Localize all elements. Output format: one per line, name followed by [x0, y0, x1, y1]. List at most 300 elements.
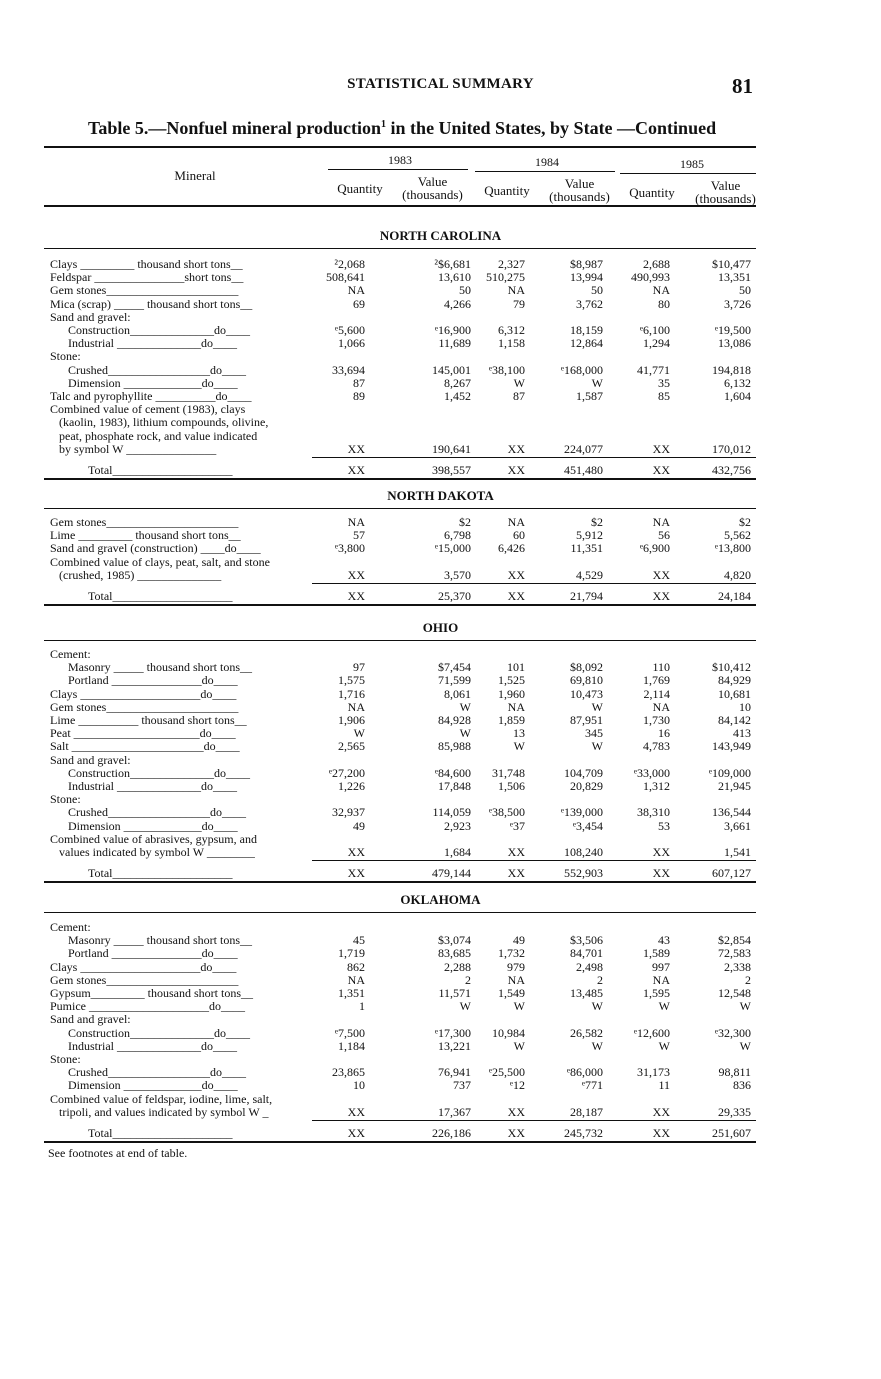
- cell-value: W: [459, 699, 471, 714]
- year-1985-rule: [620, 173, 756, 174]
- cell-value: 136,544: [712, 805, 751, 820]
- cell-value: 23,865: [332, 1065, 365, 1080]
- mineral-column-header: Mineral: [174, 168, 216, 183]
- table-row: [0, 363, 881, 377]
- value-header-1983-l2: (thousands): [402, 187, 463, 202]
- row-label: Construction______________do____: [68, 1025, 250, 1040]
- row-label: Clays _________ thousand short tons__: [50, 257, 243, 271]
- cell-value: XX: [652, 567, 670, 582]
- cell-value: 108,240: [564, 845, 603, 859]
- cell-value: ᵉ6,900: [639, 541, 670, 556]
- section-title: OHIO: [422, 620, 459, 635]
- cell-value: NA: [652, 515, 670, 529]
- table-row: [0, 805, 881, 819]
- cell-value: NA: [347, 972, 365, 987]
- cell-value: 5,562: [724, 528, 751, 543]
- cell-value: 41,771: [637, 362, 670, 377]
- cell-value: ᵉ12,600: [633, 1025, 670, 1040]
- value-header-1984-l2: (thousands): [549, 189, 610, 204]
- cell-value: 13,351: [718, 270, 751, 285]
- row-label: Crushed_________________do____: [68, 362, 246, 377]
- cell-value: W: [591, 1038, 603, 1053]
- cell-value: 2,688: [643, 257, 670, 271]
- cell-value: 26,582: [570, 1025, 603, 1040]
- table-row: [0, 946, 881, 960]
- table-row: [0, 766, 881, 780]
- table-caption: [88, 118, 716, 139]
- cell-value: 4,783: [643, 739, 670, 754]
- cell-value: 50: [739, 283, 751, 298]
- cell-value: ᵉ25,500: [488, 1065, 525, 1080]
- cell-value: W: [353, 726, 365, 741]
- cell-value: 13,994: [570, 270, 603, 285]
- cell-value: ᵉ109,000: [708, 765, 751, 780]
- table-row: [0, 310, 881, 324]
- cell-value: 84,701: [570, 946, 603, 961]
- table-row: [0, 541, 881, 555]
- cell-value: 84,928: [438, 713, 471, 727]
- cell-value: 20,829: [570, 779, 603, 793]
- cell-value: 101: [507, 660, 525, 675]
- table-row: [0, 1012, 881, 1026]
- cell-value: 43: [658, 933, 670, 948]
- cell-value: XX: [507, 1104, 525, 1119]
- row-label: Masonry _____ thousand short tons__: [68, 660, 252, 675]
- cell-value: $10,412: [712, 660, 751, 675]
- cell-value: ᵉ7,500: [334, 1025, 365, 1040]
- row-label: Combined value of clays, peat, salt, and stone: [50, 554, 270, 569]
- row-label: Gem stones______________________: [50, 515, 239, 529]
- row-label: Masonry _____ thousand short tons__: [68, 933, 252, 948]
- row-label: Cement:: [50, 647, 91, 661]
- table-row: [0, 739, 881, 753]
- cell-value: 31,748: [492, 765, 525, 780]
- value-header-1985-l1: Value: [710, 178, 741, 193]
- table-row: [0, 999, 881, 1013]
- cell-value: W: [591, 999, 603, 1014]
- table-row: [0, 349, 881, 363]
- total-rule: [312, 583, 756, 584]
- cell-value: XX: [347, 567, 365, 582]
- cell-value: 3,570: [444, 567, 471, 582]
- cell-value: $2,854: [718, 933, 751, 948]
- row-label: Combined value of abrasives, gypsum, and: [50, 831, 257, 846]
- row-label: Dimension _____________do____: [68, 375, 238, 390]
- table-row: [0, 753, 881, 767]
- cell-value: 251,607: [712, 1126, 751, 1140]
- cell-value: 25,370: [438, 589, 471, 603]
- cell-value: 143,949: [712, 739, 751, 754]
- cell-value: XX: [652, 866, 670, 881]
- cell-value: 21,945: [718, 779, 751, 793]
- section-bottom-rule: [44, 1141, 756, 1143]
- cell-value: 1,541: [724, 845, 751, 859]
- row-label: Combined value of cement (1983), clays: [50, 402, 246, 417]
- table-top-rule: [44, 146, 756, 148]
- cell-value: 10,681: [718, 686, 751, 701]
- table-row: [0, 933, 881, 947]
- cell-value: 87,951: [570, 713, 603, 727]
- cell-value: W: [739, 1038, 751, 1053]
- cell-value: 1,549: [498, 986, 525, 1000]
- cell-value: 45: [353, 933, 365, 948]
- cell-value: 57: [353, 528, 365, 543]
- table-row: [0, 687, 881, 701]
- year-1984-rule: [475, 171, 615, 172]
- cell-value: W: [513, 739, 525, 754]
- cell-value: 10: [739, 699, 751, 714]
- row-label: Clays ____________________do____: [50, 959, 237, 974]
- table-row: [0, 402, 881, 416]
- table-row: [0, 270, 881, 284]
- cell-value: 6,426: [498, 541, 525, 556]
- row-label: Portland _______________do____: [68, 673, 238, 688]
- quantity-header-1984: Quantity: [484, 183, 530, 198]
- row-label: Industrial ______________do____: [68, 779, 237, 793]
- table-row: [0, 673, 881, 687]
- cell-value: 11,571: [438, 986, 471, 1000]
- cell-value: 170,012: [712, 441, 751, 456]
- cell-value: 1,595: [643, 986, 670, 1000]
- table-row: [0, 1026, 881, 1040]
- cell-value: 479,144: [432, 866, 471, 881]
- cell-value: 508,641: [326, 270, 365, 285]
- cell-value: 3,726: [724, 296, 751, 311]
- row-label: Pumice ____________________do____: [50, 999, 245, 1014]
- cell-value: 245,732: [564, 1126, 603, 1140]
- cell-value: 18,159: [570, 323, 603, 337]
- value-header-1983-l1: Value: [417, 174, 448, 189]
- row-label: Feldspar _______________short tons__: [50, 270, 244, 285]
- cell-value: 35: [658, 375, 670, 390]
- section-rule: [44, 640, 756, 641]
- cell-value: 8,267: [444, 375, 471, 390]
- section-title: NORTH DAKOTA: [387, 488, 494, 503]
- cell-value: 16: [658, 726, 670, 741]
- cell-value: 87: [353, 375, 365, 390]
- cell-value: 17,848: [438, 779, 471, 793]
- table-row: [0, 832, 881, 846]
- cell-value: XX: [347, 1104, 365, 1119]
- cell-value: 49: [513, 933, 525, 948]
- cell-value: 1,906: [338, 713, 365, 727]
- total-rule: [312, 860, 756, 861]
- quantity-header-1983: Quantity: [337, 181, 383, 196]
- row-label: Sand and gravel (construction) ____do____: [50, 541, 261, 556]
- table-row: [0, 555, 881, 569]
- cell-value: 862: [347, 959, 365, 974]
- cell-value: 1,730: [643, 713, 670, 727]
- cell-value: 510,275: [486, 270, 525, 285]
- cell-value: ᵉ84,600: [434, 765, 471, 780]
- row-label: Combined value of feldspar, iodine, lime, salt,: [50, 1091, 273, 1106]
- page-number: 81: [732, 74, 753, 98]
- row-label: Dimension _____________do____: [68, 1078, 238, 1093]
- cell-value: $2: [739, 515, 751, 529]
- cell-value: 4,266: [444, 296, 471, 311]
- table-row: [0, 1065, 881, 1079]
- row-label: Construction______________do____: [68, 765, 250, 780]
- cell-value: ᵉ38,100: [488, 362, 525, 377]
- cell-value: 432,756: [712, 463, 751, 477]
- row-label: Crushed_________________do____: [68, 805, 246, 820]
- row-label: Dimension _____________do____: [68, 818, 238, 833]
- table-row: [0, 283, 881, 297]
- cell-value: 79: [513, 296, 525, 311]
- row-label: (crushed, 1985) ______________: [59, 567, 222, 582]
- table-row: [0, 323, 881, 337]
- row-label: Total____________________: [88, 1126, 233, 1140]
- cell-value: 2: [745, 972, 751, 987]
- cell-value: 29,335: [718, 1104, 751, 1119]
- cell-value: ᵉ16,900: [434, 323, 471, 337]
- cell-value: 2,498: [576, 959, 603, 974]
- cell-value: W: [459, 999, 471, 1014]
- cell-value: 110: [652, 660, 670, 675]
- cell-value: 11: [658, 1078, 670, 1093]
- row-label: Total____________________: [88, 866, 233, 881]
- cell-value: XX: [347, 589, 365, 603]
- cell-value: 1,158: [498, 336, 525, 351]
- value-header-1984-l1: Value: [564, 176, 595, 191]
- cell-value: 2,923: [444, 818, 471, 833]
- value-header-1983: [395, 175, 470, 201]
- cell-value: 4,820: [724, 567, 751, 582]
- cell-value: $8,987: [570, 257, 603, 271]
- cell-value: 345: [585, 726, 603, 741]
- cell-value: XX: [347, 1126, 365, 1140]
- cell-value: XX: [652, 441, 670, 456]
- quantity-header-1985: Quantity: [629, 185, 675, 200]
- cell-value: XX: [507, 1126, 525, 1140]
- table-row: [0, 920, 881, 934]
- cell-value: 10: [353, 1078, 365, 1093]
- section-rule: [44, 248, 756, 249]
- year-1983-header: 1983: [388, 153, 412, 167]
- row-label: (kaolin, 1983), lithium compounds, olivine,: [59, 415, 269, 430]
- cell-value: 1,312: [643, 779, 670, 793]
- table-row: [0, 515, 881, 529]
- cell-value: 38,310: [637, 805, 670, 820]
- cell-value: 87: [513, 389, 525, 403]
- row-label: Industrial ______________do____: [68, 1038, 237, 1053]
- cell-value: 50: [459, 283, 471, 298]
- cell-value: 71,599: [438, 673, 471, 688]
- cell-value: 3,762: [576, 296, 603, 311]
- section-bottom-rule: [44, 478, 756, 480]
- cell-value: 1,506: [498, 779, 525, 793]
- cell-value: XX: [652, 845, 670, 859]
- table-row: [0, 376, 881, 390]
- running-title: STATISTICAL SUMMARY: [347, 76, 534, 92]
- cell-value: ᵉ168,000: [560, 362, 603, 377]
- table-row: [0, 1052, 881, 1066]
- cell-value: 451,480: [564, 463, 603, 477]
- table-row: [0, 986, 881, 1000]
- cell-value: W: [513, 999, 525, 1014]
- row-label: Peat _____________________do____: [50, 726, 236, 741]
- cell-value: 190,641: [432, 441, 471, 456]
- cell-value: 17,367: [438, 1104, 471, 1119]
- table-row: [0, 660, 881, 674]
- cell-value: W: [513, 375, 525, 390]
- year-1984-header: 1984: [535, 155, 559, 169]
- cell-value: NA: [507, 283, 525, 298]
- cell-value: $8,092: [570, 660, 603, 675]
- table-row: [0, 336, 881, 350]
- cell-value: 10,984: [492, 1025, 525, 1040]
- cell-value: 1,525: [498, 673, 525, 688]
- row-label: Stone:: [50, 349, 81, 364]
- cell-value: W: [591, 375, 603, 390]
- cell-value: 33,694: [332, 362, 365, 377]
- cell-value: 69,810: [570, 673, 603, 688]
- cell-value: $2: [459, 515, 471, 529]
- row-label: Mica (scrap) _____ thousand short tons__: [50, 296, 253, 311]
- cell-value: W: [591, 739, 603, 754]
- total-row: [0, 463, 881, 477]
- total-row: [0, 1126, 881, 1140]
- year-1983-rule: [328, 169, 468, 170]
- table-row: [0, 442, 881, 456]
- cell-value: W: [513, 1038, 525, 1053]
- cell-value: W: [658, 1038, 670, 1053]
- table-row: [0, 700, 881, 714]
- cell-value: 1,732: [498, 946, 525, 961]
- cell-value: XX: [652, 589, 670, 603]
- row-label: tripoli, and values indicated by symbol W _: [59, 1104, 269, 1119]
- cell-value: 114,059: [432, 805, 471, 820]
- cell-value: 32,937: [332, 805, 365, 820]
- row-label: Lime _________ thousand short tons__: [50, 528, 241, 543]
- cell-value: XX: [347, 463, 365, 477]
- row-label: Total____________________: [88, 589, 233, 603]
- cell-value: 50: [591, 283, 603, 298]
- section-bottom-rule: [44, 604, 756, 606]
- cell-value: W: [658, 999, 670, 1014]
- cell-value: XX: [347, 441, 365, 456]
- cell-value: $2: [591, 515, 603, 529]
- cell-value: 2: [465, 972, 471, 987]
- cell-value: 4,529: [576, 567, 603, 582]
- cell-value: ᵉ32,300: [714, 1025, 751, 1040]
- cell-value: XX: [507, 441, 525, 456]
- cell-value: 85,988: [438, 739, 471, 754]
- total-rule: [312, 1120, 756, 1121]
- row-label: Industrial ______________do____: [68, 336, 237, 351]
- cell-value: 13,485: [570, 986, 603, 1000]
- cell-value: 85: [658, 389, 670, 403]
- cell-value: 1,960: [498, 686, 525, 701]
- cell-value: XX: [652, 463, 670, 477]
- cell-value: ᵉ139,000: [560, 805, 603, 820]
- cell-value: 11,689: [438, 336, 471, 351]
- cell-value: 226,186: [432, 1126, 471, 1140]
- cell-value: 98,811: [718, 1065, 751, 1080]
- cell-value: 1,587: [576, 389, 603, 403]
- section-rule: [44, 508, 756, 509]
- cell-value: 24,184: [718, 589, 751, 603]
- cell-value: 997: [652, 959, 670, 974]
- cell-value: 2,327: [498, 257, 525, 271]
- table-row: [0, 528, 881, 542]
- cell-value: NA: [347, 283, 365, 298]
- row-label: peat, phosphate rock, and value indicated: [59, 428, 258, 443]
- cell-value: ²2,068: [334, 257, 365, 271]
- value-header-1985-l2: (thousands): [695, 191, 756, 206]
- table-row: [0, 960, 881, 974]
- cell-value: 1,769: [643, 673, 670, 688]
- row-label: Sand and gravel:: [50, 752, 131, 767]
- cell-value: ᵉ5,600: [334, 323, 365, 337]
- cell-value: 1,452: [444, 389, 471, 403]
- cell-value: 13,086: [718, 336, 751, 351]
- table-row: [0, 726, 881, 740]
- cell-value: 2,565: [338, 739, 365, 754]
- cell-value: ᵉ15,000: [434, 541, 471, 556]
- cell-value: 56: [658, 528, 670, 543]
- cell-value: ᵉ19,500: [714, 323, 751, 337]
- cell-value: NA: [347, 699, 365, 714]
- cell-value: 490,993: [631, 270, 670, 285]
- table-row: [0, 415, 881, 429]
- cell-value: XX: [652, 1104, 670, 1119]
- cell-value: 76,941: [438, 1065, 471, 1080]
- row-label: Sand and gravel:: [50, 1012, 131, 1027]
- cell-value: 1,604: [724, 389, 751, 403]
- section-bottom-rule: [44, 881, 756, 883]
- table-row: [0, 1092, 881, 1106]
- cell-value: 104,709: [564, 765, 603, 780]
- total-rule: [312, 457, 756, 458]
- cell-value: XX: [507, 463, 525, 477]
- cell-value: 2: [597, 972, 603, 987]
- cell-value: XX: [652, 1126, 670, 1140]
- cell-value: NA: [652, 283, 670, 298]
- cell-value: 1,066: [338, 336, 365, 351]
- cell-value: 737: [453, 1078, 471, 1093]
- table-row: [0, 1039, 881, 1053]
- row-label: Stone:: [50, 792, 81, 807]
- cell-value: ᵉ6,100: [639, 323, 670, 337]
- cell-value: ᵉ37: [509, 818, 525, 833]
- cell-value: 8,061: [444, 686, 471, 701]
- row-label: Sand and gravel:: [50, 309, 131, 324]
- cell-value: 1,351: [338, 986, 365, 1000]
- row-label: Cement:: [50, 920, 91, 934]
- cell-value: 1: [359, 999, 365, 1014]
- cell-value: ᵉ27,200: [328, 765, 365, 780]
- cell-value: 1,575: [338, 673, 365, 688]
- cell-value: 2,288: [444, 959, 471, 974]
- cell-value: 1,184: [338, 1038, 365, 1053]
- caption-rest: in the United States, by State —Continued: [386, 118, 717, 138]
- cell-value: 1,589: [643, 946, 670, 961]
- table-row: [0, 1078, 881, 1092]
- cell-value: NA: [507, 699, 525, 714]
- cell-value: ᵉ33,000: [633, 765, 670, 780]
- row-label: Construction______________do____: [68, 323, 250, 337]
- cell-value: ᵉ17,300: [434, 1025, 471, 1040]
- row-label: Total____________________: [88, 463, 233, 477]
- row-label: Stone:: [50, 1052, 81, 1066]
- cell-value: XX: [347, 866, 365, 881]
- footnote: See footnotes at end of table.: [48, 1146, 188, 1160]
- table-row: [0, 973, 881, 987]
- cell-value: 10,473: [570, 686, 603, 701]
- cell-value: XX: [507, 589, 525, 603]
- cell-value: 84,929: [718, 673, 751, 688]
